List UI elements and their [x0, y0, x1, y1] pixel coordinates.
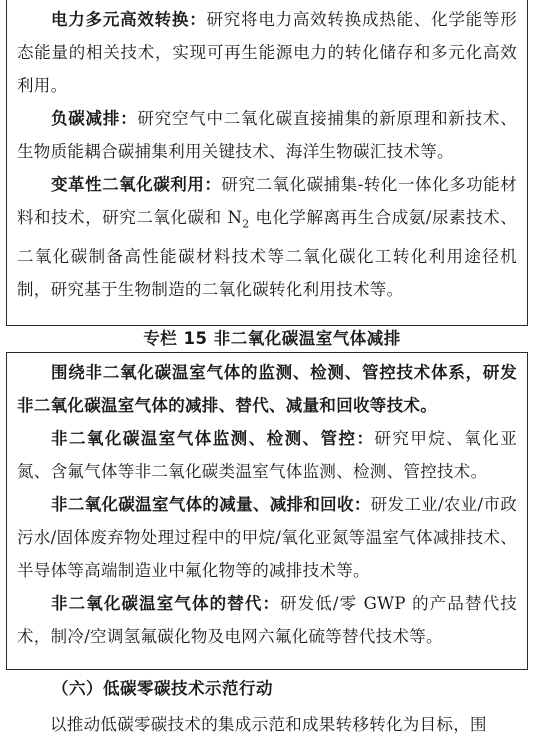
item-monitoring — [17, 422, 517, 488]
item-negative-carbon — [17, 102, 517, 168]
content-box-bottom — [6, 352, 528, 670]
item-title: 非二氧化碳温室气体的替代： — [51, 594, 281, 613]
item-reduction — [17, 488, 517, 587]
item-text: 研究甲烷、氧化亚氮、含氟气体等非二氧化碳类温室气体监测、检测、管控技术。 — [17, 429, 517, 481]
item-title: 负碳减排： — [51, 109, 138, 128]
section-paragraph: 以推动低碳零碳技术的集成示范和成果转移转化为目标，围 — [50, 715, 487, 734]
item-title: 非二氧化碳温室气体的减量、减排和回收： — [51, 495, 371, 514]
item-co2-utilization — [17, 168, 517, 306]
item-text: 研发低/零 GWP 的产品替代技术，制冷/空调氢氟碳化物及电网六氟化硫等替代技术等。 — [17, 594, 517, 646]
item-text: 研究空气中二氧化碳直接捕集的新原理和新技术、生物质能耦合碳捕集利用关键技术、海洋生物碳汇技术等。 — [17, 109, 517, 161]
box-intro: 围绕非二氧化碳温室气体的监测、检测、管控技术体系，研发非二氧化碳温室气体的减排、替代、减量和回收等技术。 — [17, 363, 517, 415]
item-title: 变革性二氧化碳利用： — [51, 175, 222, 194]
item-substitution — [17, 587, 517, 653]
section-heading: （六）低碳零碳技术示范行动 — [52, 679, 273, 698]
item-title: 非二氧化碳温室气体监测、检测、管控： — [51, 429, 375, 448]
column-title: 专栏 15 非二氧化碳温室气体减排 — [143, 329, 401, 348]
content-box-top — [6, 0, 528, 326]
subscript: 2 — [242, 217, 250, 231]
item-power-conversion — [17, 3, 517, 102]
item-text: 电化学解离再生合成氨/尿素技术、二氧化碳制备高性能碳材料技术等二氧化碳化工转化利用途径机制，研究基于生物制造的二氧化碳转化利用技术等。 — [17, 208, 517, 300]
item-text: 研究将电力高效转换成热能、化学能等形态能量的相关技术，实现可再生能源电力的转化储存和多元化高效利用。 — [17, 10, 518, 95]
item-text: 研究二氧化碳捕集-转化一体化多功能材料和技术，研究二氧化碳和 N — [17, 175, 517, 227]
item-title: 电力多元高效转换： — [51, 10, 207, 29]
item-text: 研发工业/农业/市政污水/固体废弃物处理过程中的甲烷/氧化亚氮等温室气体减排技术、半导体等高端制造业中氟化物等的减排技术等。 — [17, 495, 517, 580]
